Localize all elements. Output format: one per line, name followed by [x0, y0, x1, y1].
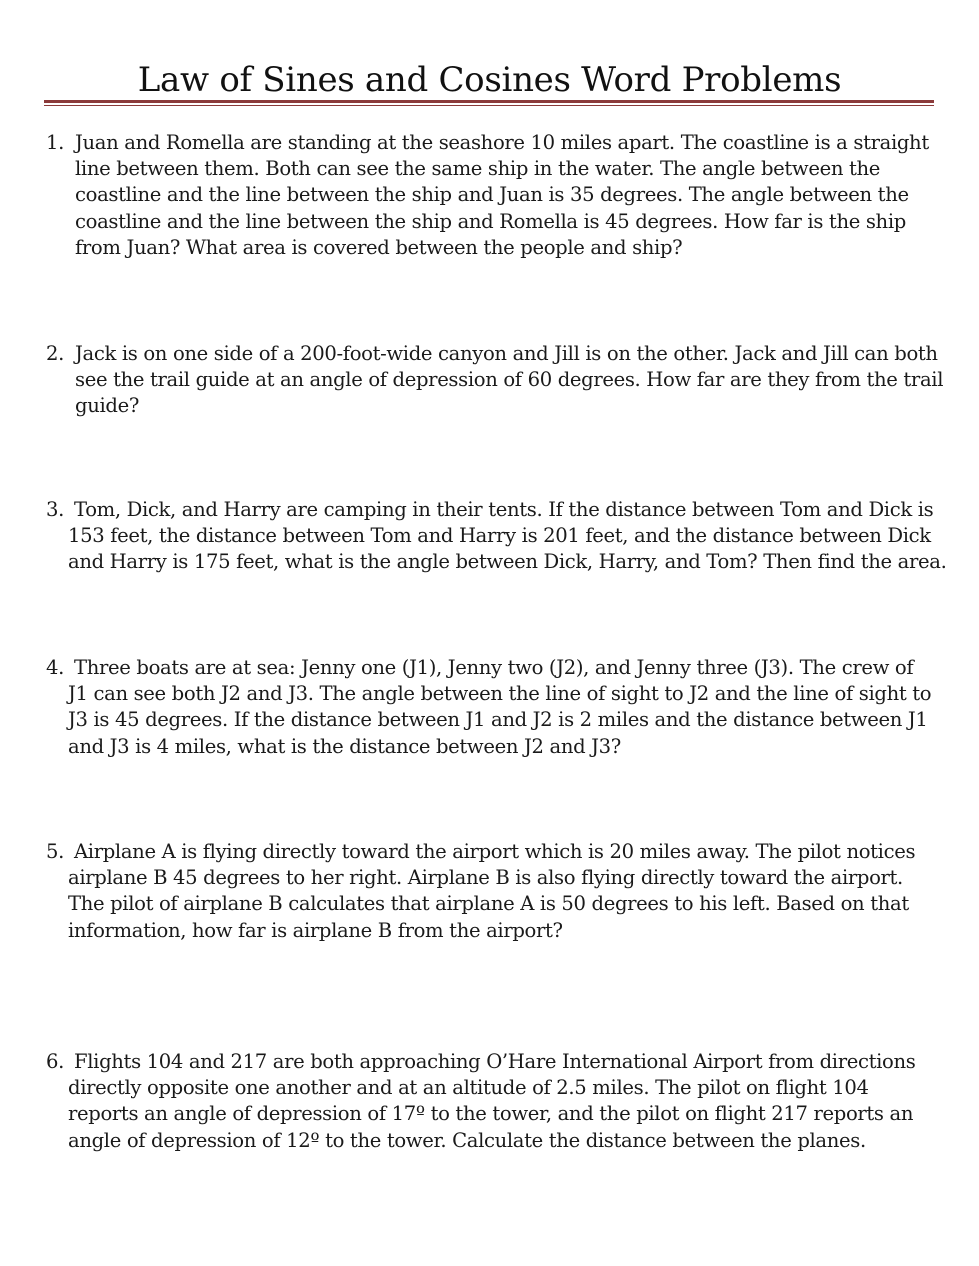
title-divider: [44, 100, 934, 106]
problem-text: Three boats are at sea: Jenny one (J1), Jenny two (J2), and Jenny three (J3). The crew of J1 can see both J2 and J3. The angle between the line of sight to J2 and the line of sight to J3 is 45 degrees. If the distance between J1 and J2 is 2 miles and the distance between J1 and J3 is 4 miles, what is the distance between J2 and J3?: [68, 656, 932, 758]
problem-text: Tom, Dick, and Harry are camping in their tents. If the distance between Tom and Dick is 153 feet, the distance between Tom and Harry is 201 feet, and the distance between Dick and Harry is 175 feet, what is the angle between Dick, Harry, and Tom? Then find the area.: [68, 498, 947, 574]
problem-number: 5.: [46, 840, 64, 863]
problem-text: Flights 104 and 217 are both approaching O’Hare International Airport from directions directly opposite one another and at an altitude of 2.5 miles. The pilot on flight 104 reports an angle of depression of 17º to the tower, and the pilot on flight 217 reports an angle of depression of 12º to the tower. Calculate the distance between the planes.: [68, 1050, 916, 1152]
problem-6: [46, 1049, 956, 1154]
problem-text: Airplane A is flying directly toward the airport which is 20 miles away. The pilot notices airplane B 45 degrees to her right. Airplane B is also flying directly toward the airport. The pilot of airplane B calculates that airplane A is 50 degrees to his left. Based on that information, how far is airplane B from the airport?: [68, 840, 916, 942]
problem-3: [46, 497, 956, 576]
problem-text: Juan and Romella are standing at the seashore 10 miles apart. The coastline is a straight line between them. Both can see the same ship in the water. The angle between the coastline and the line between the ship and Juan is 35 degrees. The angle between the coastline and the line between the ship and Romella is 45 degrees. How far is the ship from Juan? What area is covered between the people and ship?: [75, 131, 929, 259]
problem-number: 3.: [46, 498, 64, 521]
page-title: Law of Sines and Cosines Word Problems: [137, 60, 842, 100]
problem-text: Jack is on one side of a 200-foot-wide canyon and Jill is on the other. Jack and Jill can both see the trail guide at an angle of depression of 60 degrees. How far are they from the trail guide?: [75, 342, 944, 418]
problem-5: [46, 839, 956, 944]
problem-number: 6.: [46, 1050, 64, 1073]
problem-2: [46, 341, 963, 420]
problem-number: 2.: [46, 342, 64, 365]
problem-number: 1.: [46, 131, 64, 154]
problem-1: [46, 130, 963, 261]
problem-number: 4.: [46, 656, 64, 679]
problem-4: [46, 655, 956, 760]
